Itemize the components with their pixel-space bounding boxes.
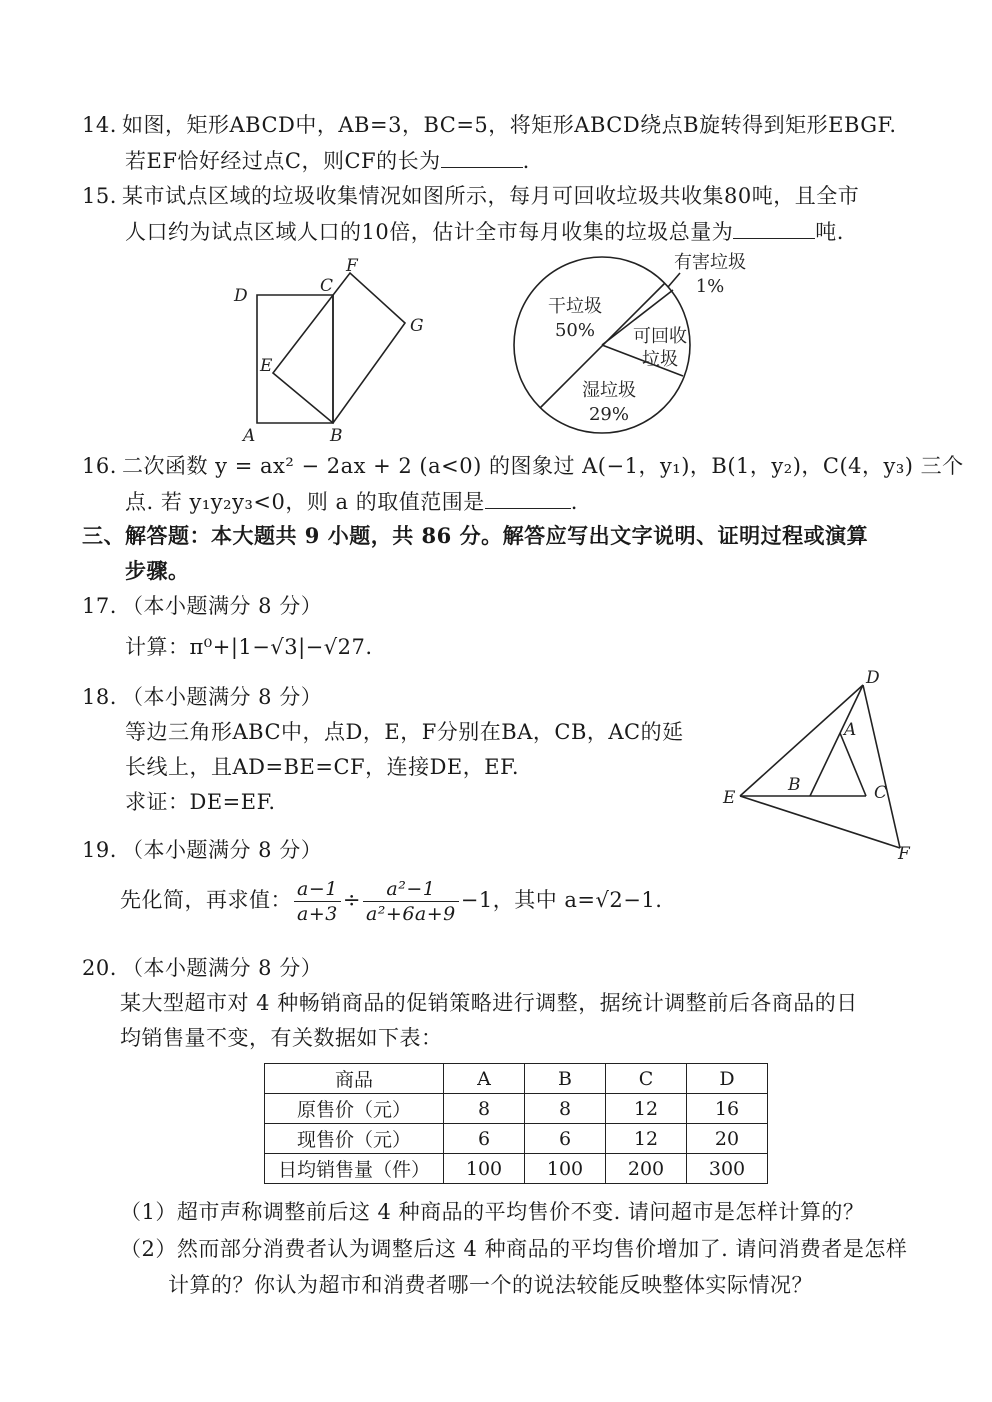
q19-fraction-2-denominator: a²+6a+9	[365, 903, 456, 925]
table-cell: 6	[525, 1124, 606, 1154]
q18-number: 18.	[82, 685, 117, 709]
q19-expression	[120, 870, 662, 930]
table-header-cell: C	[606, 1064, 687, 1094]
q20-score: （本小题满分 8 分）	[122, 956, 323, 980]
q20-part2-line1: （2）然而部分消费者认为调整后这 4 种商品的平均售价增加了. 请问消费者是怎样	[120, 1237, 908, 1261]
table-cell: 原售价（元）	[265, 1094, 444, 1124]
pie-label-recyclable-2: 垃圾	[642, 349, 678, 370]
q15-text-1: 某市试点区域的垃圾收集情况如图所示，每月可回收垃圾共收集80吨，且全市	[122, 184, 860, 208]
line-ef	[740, 796, 900, 848]
q17-number: 17.	[82, 594, 117, 618]
tri-label-e: E	[723, 788, 736, 808]
table-header-cell: 商品	[265, 1064, 444, 1094]
q16-text-2: 点. 若 y₁y₂y₃<0，则 a 的取值范围是	[125, 490, 485, 514]
q16-answer-blank[interactable]	[485, 486, 571, 509]
tri-label-b: B	[788, 775, 801, 795]
q16-text-1: 二次函数 y = ax² − 2ax + 2 (a<0) 的图象过 A(−1，y₁)，B(1，y₂)，C(4，y₃) 三个	[122, 454, 964, 478]
q19-divide-sign: ÷	[342, 888, 361, 912]
q20-text-1: 某大型超市对 4 种畅销商品的促销策略进行调整，据统计调整前后各商品的日	[120, 991, 858, 1015]
q18-text-2: 长线上，且AD=BE=CF，连接DE，EF.	[125, 755, 520, 779]
q19-prefix: 先化简，再求值：	[120, 888, 292, 912]
q15-number: 15.	[82, 184, 117, 208]
table-cell: 12	[606, 1124, 687, 1154]
pie-value-dry: 50%	[554, 320, 596, 341]
q20-part2-line2: 计算的？你认为超市和消费者哪一个的说法较能反映整体实际情况？	[168, 1273, 813, 1297]
table-cell: 日均销售量（件）	[265, 1154, 444, 1184]
q14-text-2-end: .	[522, 149, 530, 173]
pie-label-wet: 湿垃圾	[582, 380, 636, 401]
tri-label-c: C	[874, 783, 888, 803]
sales-data-table	[264, 1063, 768, 1184]
table-header-row	[265, 1064, 768, 1094]
table-row	[265, 1154, 768, 1184]
tri-label-f: F	[898, 844, 910, 864]
line-de	[740, 685, 863, 796]
table-cell: 12	[606, 1094, 687, 1124]
q19-score: （本小题满分 8 分）	[122, 838, 323, 862]
table-cell: 6	[444, 1124, 525, 1154]
triangle-figure	[720, 665, 925, 865]
table-cell: 200	[606, 1154, 687, 1184]
tri-label-d: D	[866, 668, 880, 688]
harmful-leader-line	[668, 273, 680, 287]
label-e: E	[260, 356, 273, 376]
garbage-pie-chart	[505, 248, 765, 438]
q18-text-1: 等边三角形ABC中，点D，E，F分别在BA，CB，AC的延	[125, 720, 684, 744]
line-ac	[840, 733, 866, 796]
q14-line2	[125, 145, 530, 176]
q19-header	[82, 835, 322, 865]
rectangle-rotation-figure	[230, 255, 430, 445]
q16-line2	[125, 486, 578, 517]
q20-header	[82, 953, 322, 983]
q14-line1	[82, 110, 897, 140]
table-header-cell: D	[687, 1064, 768, 1094]
q20-number: 20.	[82, 956, 117, 980]
label-b: B	[330, 426, 343, 445]
tri-label-a: A	[844, 720, 857, 740]
q19-fraction-1	[294, 877, 341, 926]
q17-expression: 计算：π⁰+|1−√3|−√27.	[125, 635, 373, 659]
q18-header	[82, 682, 322, 712]
table-header-cell: A	[444, 1064, 525, 1094]
pie-label-dry: 干垃圾	[548, 296, 602, 317]
q19-fraction-2	[363, 877, 459, 926]
table-cell: 现售价（元）	[265, 1124, 444, 1154]
table-cell: 20	[687, 1124, 768, 1154]
q20-part1: （1）超市声称调整前后这 4 种商品的平均售价不变. 请问超市是怎样计算的？	[120, 1200, 865, 1224]
q19-fraction-2-numerator: a²−1	[363, 877, 459, 902]
q15-line1	[82, 181, 859, 211]
q17-score: （本小题满分 8 分）	[122, 594, 323, 618]
q15-line2	[125, 216, 844, 247]
pie-value-harmful: 1%	[695, 276, 725, 297]
section3-heading-line1: 三、解答题：本大题共 9 小题，共 86 分。解答应写出文字说明、证明过程或演算	[82, 523, 869, 548]
q14-number: 14.	[82, 113, 117, 137]
label-g: G	[410, 316, 424, 336]
table-row	[265, 1124, 768, 1154]
q19-fraction-1-denominator: a+3	[297, 903, 338, 925]
q15-answer-blank[interactable]	[733, 216, 815, 239]
table-cell: 16	[687, 1094, 768, 1124]
table-row	[265, 1094, 768, 1124]
pie-label-recyclable-1: 可回收	[633, 326, 687, 347]
q16-text-2-end: .	[570, 490, 578, 514]
section3-heading-line2: 步骤。	[125, 558, 190, 583]
table-header-cell: B	[525, 1064, 606, 1094]
q18-score: （本小题满分 8 分）	[122, 685, 323, 709]
pie-value-wet: 29%	[588, 404, 630, 425]
line-df	[863, 685, 900, 848]
q16-number: 16.	[82, 454, 117, 478]
q15-text-2-end: 吨.	[815, 220, 844, 244]
q19-tail: −1，其中 a=√2−1.	[460, 888, 663, 912]
q20-text-2: 均销售量不变，有关数据如下表：	[120, 1026, 443, 1050]
q17-header	[82, 591, 322, 621]
table-cell: 8	[444, 1094, 525, 1124]
table-cell: 8	[525, 1094, 606, 1124]
q18-text-3: 求证：DE=EF.	[125, 790, 276, 814]
table-cell: 100	[444, 1154, 525, 1184]
q14-text-2: 若EF恰好经过点C，则CF的长为	[125, 149, 441, 173]
q19-number: 19.	[82, 838, 117, 862]
line-ab-extended	[810, 685, 863, 796]
table-cell: 300	[687, 1154, 768, 1184]
q14-text-1: 如图，矩形ABCD中，AB=3，BC=5，将矩形ABCD绕点B旋转得到矩形EBGF.	[122, 113, 897, 137]
pie-label-harmful: 有害垃圾	[674, 252, 746, 273]
label-f: F	[346, 256, 358, 276]
q16-line1	[82, 451, 964, 481]
label-c: C	[320, 276, 334, 296]
q14-answer-blank[interactable]	[441, 145, 523, 168]
label-d: D	[234, 286, 248, 306]
q15-text-2: 人口约为试点区域人口的10倍，估计全市每月收集的垃圾总量为	[125, 220, 734, 244]
table-cell: 100	[525, 1154, 606, 1184]
label-a: A	[243, 426, 256, 445]
q19-fraction-1-numerator: a−1	[294, 877, 341, 902]
